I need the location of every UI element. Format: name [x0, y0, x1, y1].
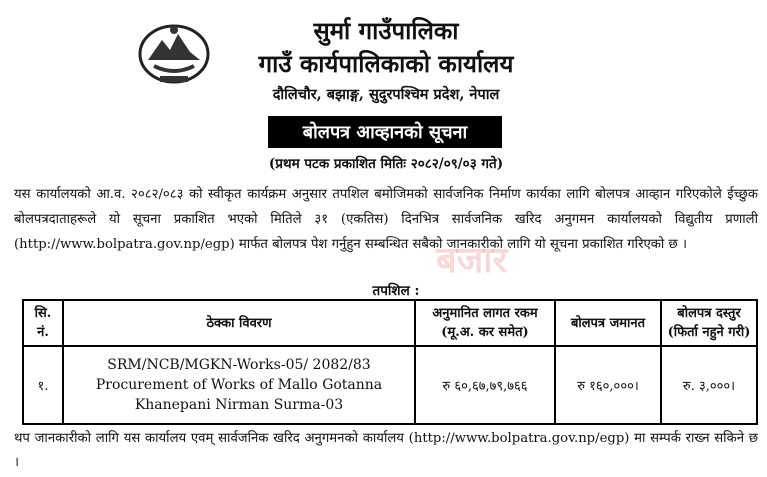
cell-security: रु १६०,०००।	[555, 346, 661, 424]
cell-estimate: रु ६०,६७,७९,७६६	[415, 346, 555, 424]
office-name: गाउँ कार्यपालिकाको कार्यालय	[258, 49, 514, 78]
contract-title-line2: Khanepani Nirman Surma-03	[134, 397, 344, 413]
header-estimate: अनुमानित लागत रकम (मू.अ. कर समेत)	[415, 300, 555, 346]
header-fee: बोलपत्र दस्तुर (फिर्ता नहुने गरी)	[661, 300, 757, 346]
table-row	[23, 346, 757, 424]
cell-sn: १.	[23, 346, 63, 424]
notice-title: बोलपत्र आव्हानको सूचना	[268, 116, 502, 148]
contract-title-line1: Procurement of Works of Mallo Gotanna	[95, 377, 383, 393]
schedule-label: तपशिल :	[372, 283, 420, 299]
publish-date-line: (प्रथम पटक प्रकाशित मितिः २०८२/०९/०३ गते)	[268, 156, 504, 172]
header-security: बोलपत्र जमानत	[555, 300, 661, 346]
cell-fee: रु. ३,०००।	[661, 346, 757, 424]
municipality-name: सुर्मा गाउँपालिका	[313, 16, 459, 45]
notice-page	[6, 4, 760, 472]
table-header-row	[23, 300, 757, 346]
footer-note: थप जानकारीको लागि यस कार्यालय एवम् सार्वजनिक खरिद अनुगमनको कार्यालय (http://www.bolpatra.gov.np/egp) मा सम्पर्क राख्न सकिने छ ।	[14, 431, 758, 470]
notice-body: यस कार्यालयको आ.व. २०८२/०८३ को स्वीकृत कार्यक्रम अनुसार तपशिल बमोजिमको सार्वजनिक निर्माण कार्यका लागि बोलपत्र आव्हान गरिएकोले ईच्छुक बोलपत्रदाताहरूले यो सूचना प्रकाशित भएको मितिले ३१ (एकतिस) दिनभित्र सार्वजनिक खरिद अनुगमन कार्यालयको विद्युतीय प्रणाली (http://www.bolpatra.gov.np/egp) मार्फत बोलपत्र पेश गर्नुहुन सम्बन्धित सबैको जानकारीको लागि यो सूचना प्रकाशित गरिएको छ ।	[14, 187, 758, 252]
header-description: ठेक्का विवरण	[63, 300, 415, 346]
cell-description	[63, 346, 415, 424]
tender-table	[22, 299, 758, 425]
office-address: दौलिचौर, बझाङ्ग, सुदुरपश्चिम प्रदेश, नेपाल	[272, 86, 500, 103]
contract-id: SRM/NCB/MGKN-Works-05/ 2082/83	[107, 357, 371, 373]
header-sn: सि. नं.	[23, 300, 63, 346]
nepal-emblem-icon	[134, 20, 214, 88]
watermark: बजार	[436, 240, 508, 281]
